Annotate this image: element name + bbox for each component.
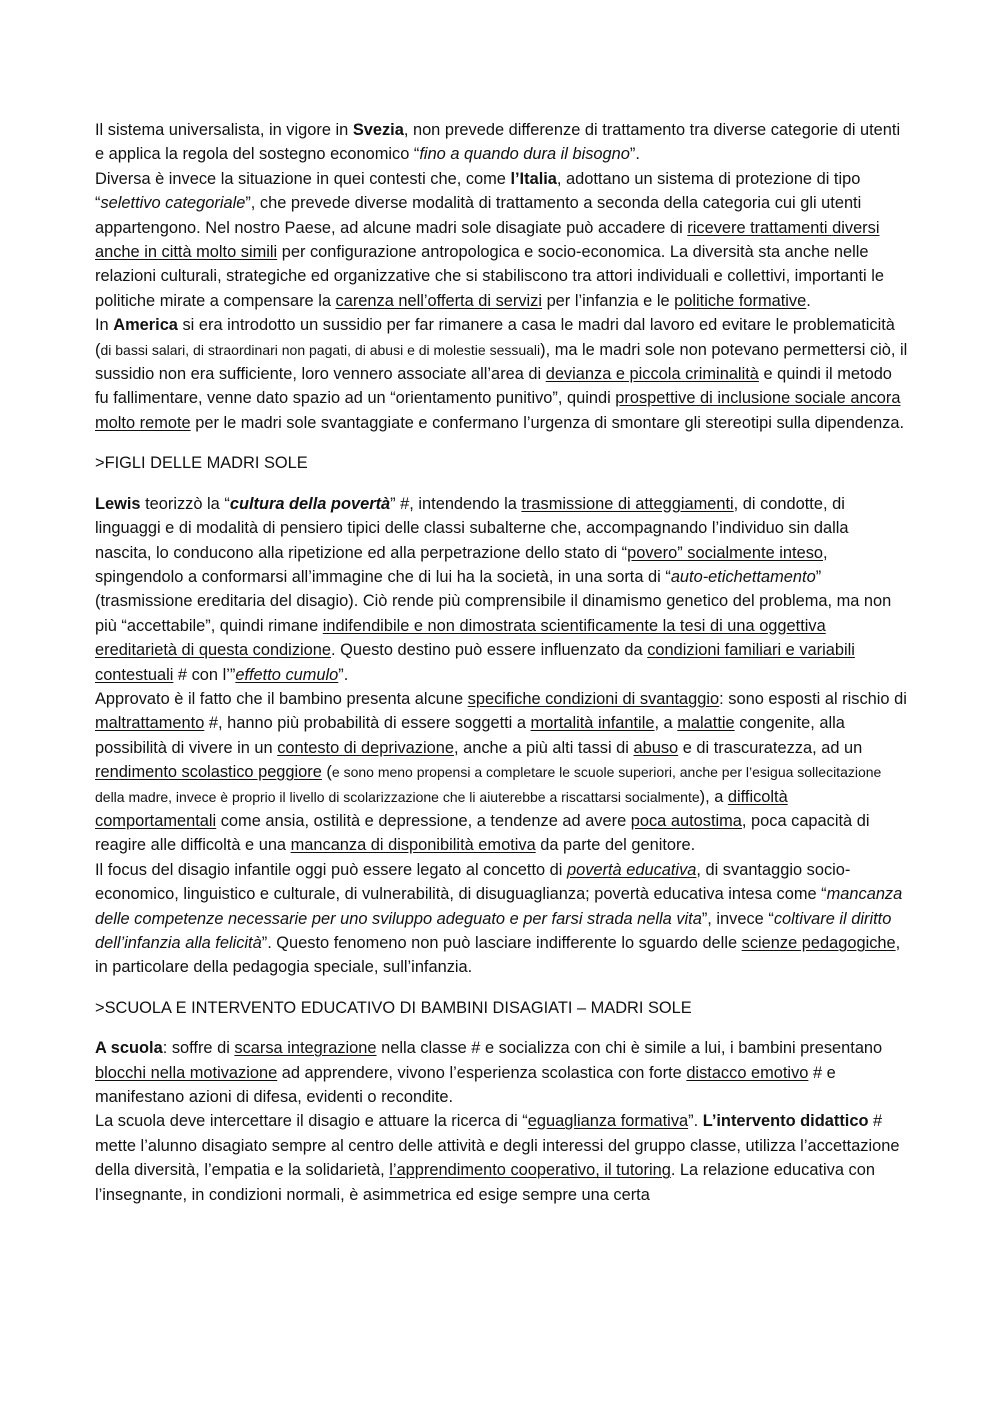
- text-run: In: [95, 316, 114, 335]
- text-run: , non prevede differenze di trattamento tra diverse categorie di utenti e applica la regola del sostegno economico “: [95, 121, 901, 164]
- text-run: , anche a più alti tassi di: [454, 738, 634, 757]
- text-run: Il focus del disagio infantile oggi può essere legato al concetto di: [95, 860, 567, 879]
- paragraph: [95, 1036, 908, 1109]
- paragraph: [95, 1109, 908, 1207]
- text-run: America: [113, 316, 178, 335]
- paragraph: [95, 687, 908, 858]
- text-run: effetto cumulo: [235, 665, 339, 684]
- text-run: Il sistema universalista, in vigore in: [95, 121, 353, 139]
- text-run: l’apprendimento cooperativo, il tutoring: [389, 1161, 671, 1180]
- text-run: ricevere trattamenti diversi anche in città molto simili: [95, 218, 880, 262]
- underlined-text: [742, 934, 896, 952]
- text-run: , spingendolo a conformarsi all’immagine che di lui ha la società, in una sorta di “: [95, 543, 828, 586]
- underlined-text: [546, 365, 759, 383]
- section-heading: [95, 451, 908, 475]
- text-run: contesto di deprivazione: [277, 738, 454, 757]
- underlined-text: [95, 1064, 277, 1082]
- text-run: devianza e piccola criminalità: [545, 365, 759, 384]
- text-run: ”, che prevede diverse modalità di trattamento a seconda della categoria cui gli utenti appartengono. Nel nostro Paese, ad alcune madri sole disagiate può accadere di: [95, 194, 862, 237]
- underlined-text: [234, 1039, 376, 1057]
- underlined-text: [674, 292, 806, 310]
- underlined-text: [468, 690, 719, 708]
- text-run: politiche formative: [674, 291, 807, 310]
- text-run: l’Italia: [510, 169, 557, 188]
- text-run: trasmissione di atteggiamenti: [521, 494, 734, 513]
- text-run: La scuola deve intercettare il disagio e attuare la ricerca di “: [95, 1112, 528, 1131]
- text-run: , a: [654, 714, 678, 733]
- text-run: coltivare il diritto dell’infanzia alla felicità: [95, 909, 892, 952]
- paragraph: [95, 118, 908, 167]
- text-run: selettivo categoriale: [100, 194, 246, 213]
- text-run: ad apprendere, vivono l’esperienza scolastica con forte: [277, 1063, 687, 1082]
- underlined-text: [634, 739, 679, 757]
- underlined-text: [531, 714, 655, 732]
- text-run: ” #, intendendo la: [390, 494, 522, 513]
- document-body: [95, 118, 908, 1207]
- text-run: mortalità infantile: [530, 714, 655, 733]
- text-run: ), ma le madri sole non potevano permettersi ciò, il sussidio non era sufficiente, loro vennero associate all’area di: [95, 340, 908, 384]
- text-run: eguaglianza formativa: [527, 1112, 689, 1131]
- text-run: #, hanno più probabilità di essere soggetti a: [204, 714, 531, 733]
- text-run: scarsa integrazione: [234, 1039, 377, 1058]
- text-run: : sono esposti al rischio di: [719, 689, 907, 708]
- text-run: specifiche condizioni di svantaggio: [467, 689, 720, 708]
- underlined-text: [336, 292, 543, 310]
- underlined-text: [686, 1064, 808, 1082]
- underlined-text: [567, 861, 696, 879]
- text-run: nella classe # e socializza con chi è simile a lui, i bambini presentano: [376, 1039, 883, 1058]
- underlined-text: [389, 1161, 671, 1179]
- text-run: carenza nell’offerta di servizi: [335, 291, 543, 310]
- text-run: ”. Questo fenomeno non può lasciare indifferente lo sguardo delle: [261, 934, 742, 952]
- text-run: scienze pedagogiche: [741, 934, 896, 952]
- text-run: per le madri sole svantaggiate e confermano l’urgenza di smontare gli stereotipi sulla dipendenza.: [190, 413, 905, 432]
- text-run: prospettive di inclusione sociale ancora molto remote: [95, 389, 901, 432]
- text-run: (: [321, 763, 332, 782]
- text-run: , adottano un sistema di protezione di tipo “: [95, 169, 861, 213]
- text-run: . Questo destino può essere influenzato da: [331, 641, 648, 660]
- underlined-text: [235, 666, 338, 684]
- text-run: fino a quando dura il bisogno: [419, 145, 630, 164]
- text-run: ”.: [688, 1112, 703, 1131]
- text-run: ”.: [629, 145, 640, 164]
- text-run: , in particolare della pedagogia speciale, sull’infanzia.: [95, 934, 901, 977]
- text-run: come ansia, ostilità e depressione, a tendenze ad avere: [216, 811, 631, 830]
- underlined-text: [291, 836, 536, 854]
- text-run: A scuola: [95, 1039, 163, 1058]
- text-run: e quindi il metodo fu fallimentare, venne dato spazio ad un “orientamento punitivo”, quindi: [95, 365, 892, 408]
- text-run: # con l’”: [173, 665, 236, 684]
- text-run: >FIGLI DELLE MADRI SOLE: [95, 454, 308, 473]
- text-run: L’intervento didattico: [702, 1112, 869, 1131]
- text-run: condizioni familiari e variabili contestuali: [95, 641, 855, 684]
- underlined-text: [528, 1112, 688, 1130]
- text-run: da parte del genitore.: [535, 836, 696, 855]
- text-run: ), a: [699, 787, 728, 806]
- text-run: . La relazione educativa con l’insegnante, in condizioni normali, è asimmetrica ed esige sempre una certa: [95, 1161, 875, 1204]
- text-run: rendimento scolastico peggiore: [95, 763, 322, 782]
- text-run: e sono meno propensi a completare le scuole superiori, anche per l’esigua sollecitazione della madre, invece è proprio il livello di scolarizzazione che li aiuterebbe a riscattarsi socialmente: [95, 764, 882, 805]
- text-run: si era introdotto un sussidio per far rimanere a casa le madri dal lavoro ed evitare le problematicità (: [95, 316, 895, 359]
- text-run: povero” socialmente inteso: [627, 543, 824, 562]
- text-run: , di condotte, di linguaggi e di modalità di pensiero tipici delle classi subalterne che, accompagnando l’individuo sin dalla nascita, lo conducono alla ripetizione ed alla perpetrazione dello stato di “: [95, 494, 849, 562]
- text-run: distacco emotivo: [686, 1063, 809, 1082]
- text-run: malattie: [677, 714, 735, 733]
- text-run: mancanza delle competenze necessarie per uno sviluppo adeguato e per farsi strada nella vita: [95, 885, 903, 928]
- paragraph: [95, 858, 908, 980]
- text-run: maltrattamento: [95, 714, 205, 733]
- text-run: cultura della povertà: [229, 494, 391, 513]
- text-run: e di trascuratezza, ad un: [678, 738, 863, 757]
- text-run: auto-etichettamento: [670, 567, 816, 586]
- underlined-text: [95, 763, 322, 781]
- underlined-text: [677, 714, 734, 732]
- text-run: ” (trasmissione ereditaria del disagio). Ciò rende più comprensibile il dinamismo genetico del problema, ma non più “accettabile”, quindi rimane: [95, 567, 892, 635]
- section-heading: [95, 996, 908, 1020]
- text-run: congenite, alla possibilità di vivere in un: [95, 714, 845, 757]
- text-run: .: [806, 291, 811, 310]
- text-run: indifendibile e non dimostrata scientificamente la tesi di una oggettiva ereditarietà di questa condizione: [95, 616, 826, 660]
- text-run: di bassi salari, di straordinari non pagati, di abusi e di molestie sessuali: [100, 341, 541, 358]
- text-run: abuso: [633, 738, 679, 757]
- paragraph: [95, 313, 908, 435]
- text-run: povertà educativa: [567, 860, 697, 879]
- underlined-text: [95, 714, 204, 732]
- underlined-text: [277, 739, 454, 757]
- text-run: Svezia: [352, 121, 404, 139]
- text-run: # mette l’alunno disagiato sempre al centro delle attività e degli interessi del gruppo classe, utilizza l’accettazione della diversità, l’empatia e la solidarietà,: [95, 1112, 900, 1180]
- text-run: , di svantaggio socio-economico, linguistico e culturale, di vulnerabilità, di disuguaglianza; povertà educativa intesa come “: [95, 860, 851, 904]
- text-run: teorizzò la “: [140, 494, 230, 513]
- text-run: per l’infanzia e le: [542, 291, 675, 310]
- text-run: mancanza di disponibilità emotiva: [290, 836, 536, 855]
- text-run: # e manifestano azioni di difesa, evidenti o recondite.: [95, 1063, 836, 1107]
- text-run: Diversa è invece la situazione in quei contesti che, come: [95, 169, 511, 188]
- text-run: >SCUOLA E INTERVENTO EDUCATIVO DI BAMBINI DISAGIATI – MADRI SOLE: [95, 998, 692, 1017]
- text-run: ”, invece “: [701, 909, 774, 928]
- text-run: per configurazione antropologica e socio-economica. La diversità sta anche nelle relazioni culturali, strategiche ed organizzative che si stabiliscono tra attori individuali e collettivi, importanti le politiche mirate a compensare la: [95, 243, 884, 310]
- text-run: difficoltà comportamentali: [95, 787, 788, 830]
- text-run: poca autostima: [630, 811, 742, 830]
- underlined-text: [521, 495, 733, 513]
- text-run: blocchi nella motivazione: [95, 1063, 278, 1082]
- paragraph: [95, 492, 908, 687]
- text-run: , poca capacità di reagire alle difficoltà e una: [95, 811, 870, 855]
- text-run: : soffre di: [162, 1039, 235, 1058]
- underlined-text: [627, 544, 823, 562]
- text-run: Approvato è il fatto che il bambino presenta alcune: [95, 689, 468, 708]
- text-run: Lewis: [95, 494, 141, 513]
- underlined-text: [631, 812, 742, 830]
- paragraph: [95, 167, 908, 313]
- text-run: ”.: [338, 665, 349, 684]
